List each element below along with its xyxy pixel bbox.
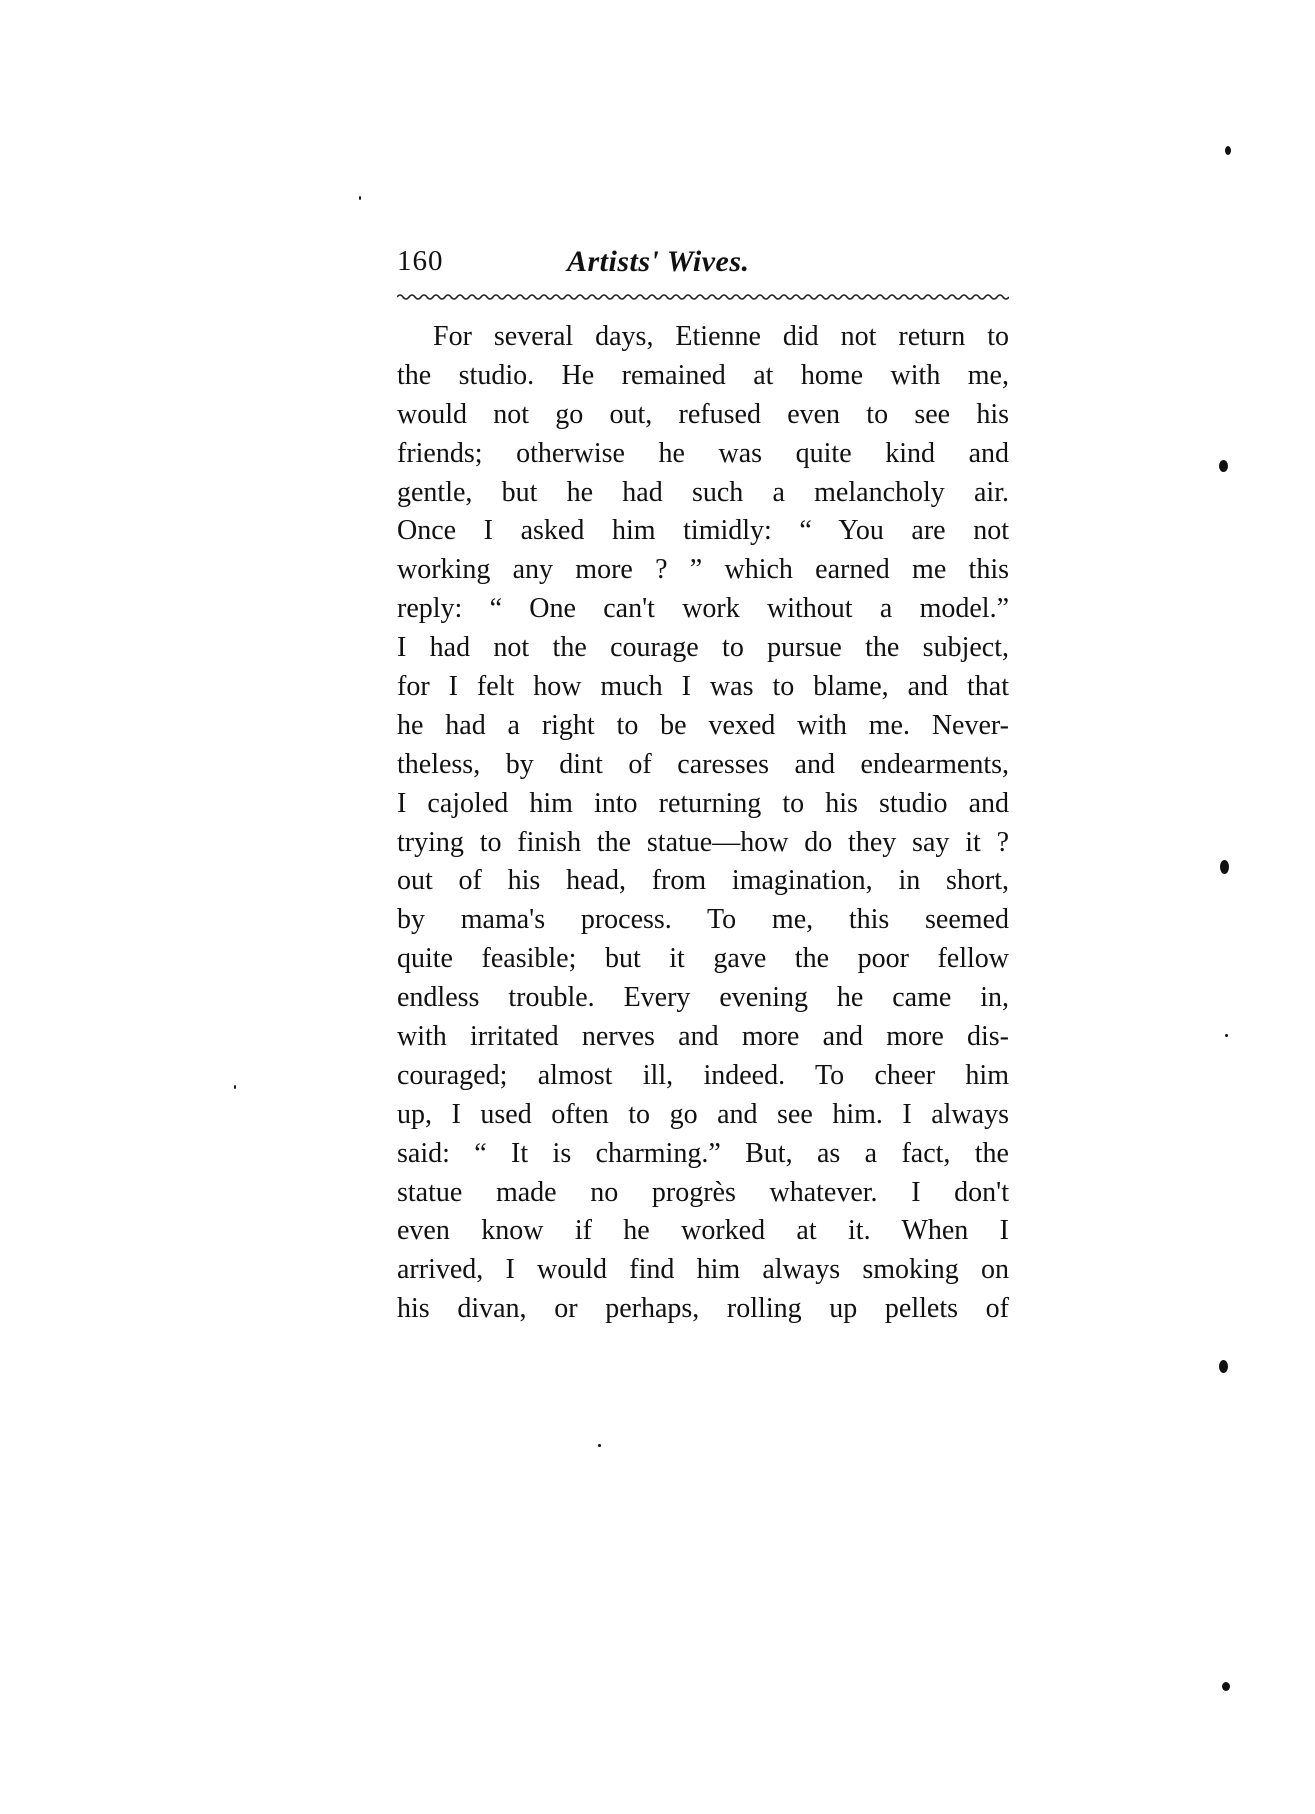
scan-speck	[1219, 1360, 1228, 1373]
text-line: couraged; almost ill, indeed. To cheer him	[397, 1059, 1009, 1091]
body-text	[397, 318, 1009, 1329]
text-line: quite feasible; but it gave the poor fellow	[397, 943, 1009, 975]
text-line: with irritated nerves and more and more dis-	[397, 1021, 1009, 1053]
text-line: trying to finish the statue—how do they say it ?	[397, 826, 1009, 858]
text-line: endless trouble. Every evening he came in,	[397, 982, 1009, 1014]
text-line: he had a right to be vexed with me. Never-	[397, 709, 1009, 741]
scan-speck	[598, 1444, 601, 1447]
running-title: Artists' Wives.	[567, 245, 750, 278]
text-line: up, I used often to go and see him. I always	[397, 1098, 1009, 1130]
scan-speck	[1219, 460, 1228, 472]
text-line: for I felt how much I was to blame, and that	[397, 671, 1009, 703]
scan-speck	[234, 1085, 236, 1089]
text-line: out of his head, from imagination, in short,	[397, 865, 1009, 897]
scan-speck	[1220, 860, 1229, 874]
text-line: gentle, but he had such a melancholy air.	[397, 476, 1009, 508]
ornament-rule	[397, 292, 1009, 302]
text-line: his divan, or perhaps, rolling up pellets of	[397, 1293, 1009, 1325]
scan-speck	[1225, 146, 1231, 155]
running-head	[397, 245, 1007, 285]
text-line: the studio. He remained at home with me,	[397, 359, 1009, 391]
text-line: I cajoled him into returning to his studio and	[397, 787, 1009, 819]
scan-speck	[1225, 1034, 1228, 1037]
text-line: friends; otherwise he was quite kind and	[397, 437, 1009, 469]
text-line: I had not the courage to pursue the subject,	[397, 632, 1009, 664]
text-line: arrived, I would find him always smoking on	[397, 1254, 1009, 1286]
text-line: would not go out, refused even to see his	[397, 398, 1009, 430]
scan-speck	[1222, 1682, 1230, 1691]
text-line: by mama's process. To me, this seemed	[397, 904, 1009, 936]
page-number: 160	[397, 245, 444, 277]
text-line: even know if he worked at it. When I	[397, 1215, 1009, 1247]
text-line: theless, by dint of caresses and endearments,	[397, 748, 1009, 780]
text-line: said: “ It is charming.” But, as a fact, the	[397, 1137, 1009, 1169]
text-line: Once I asked him timidly: “ You are not	[397, 515, 1009, 547]
text-line: statue made no progrès whatever. I don't	[397, 1176, 1009, 1208]
text-line: For several days, Etienne did not return to	[433, 321, 1009, 352]
text-line: working any more ? ” which earned me this	[397, 554, 1009, 586]
scan-speck	[359, 196, 361, 200]
text-line: reply: “ One can't work without a model.”	[397, 593, 1009, 625]
